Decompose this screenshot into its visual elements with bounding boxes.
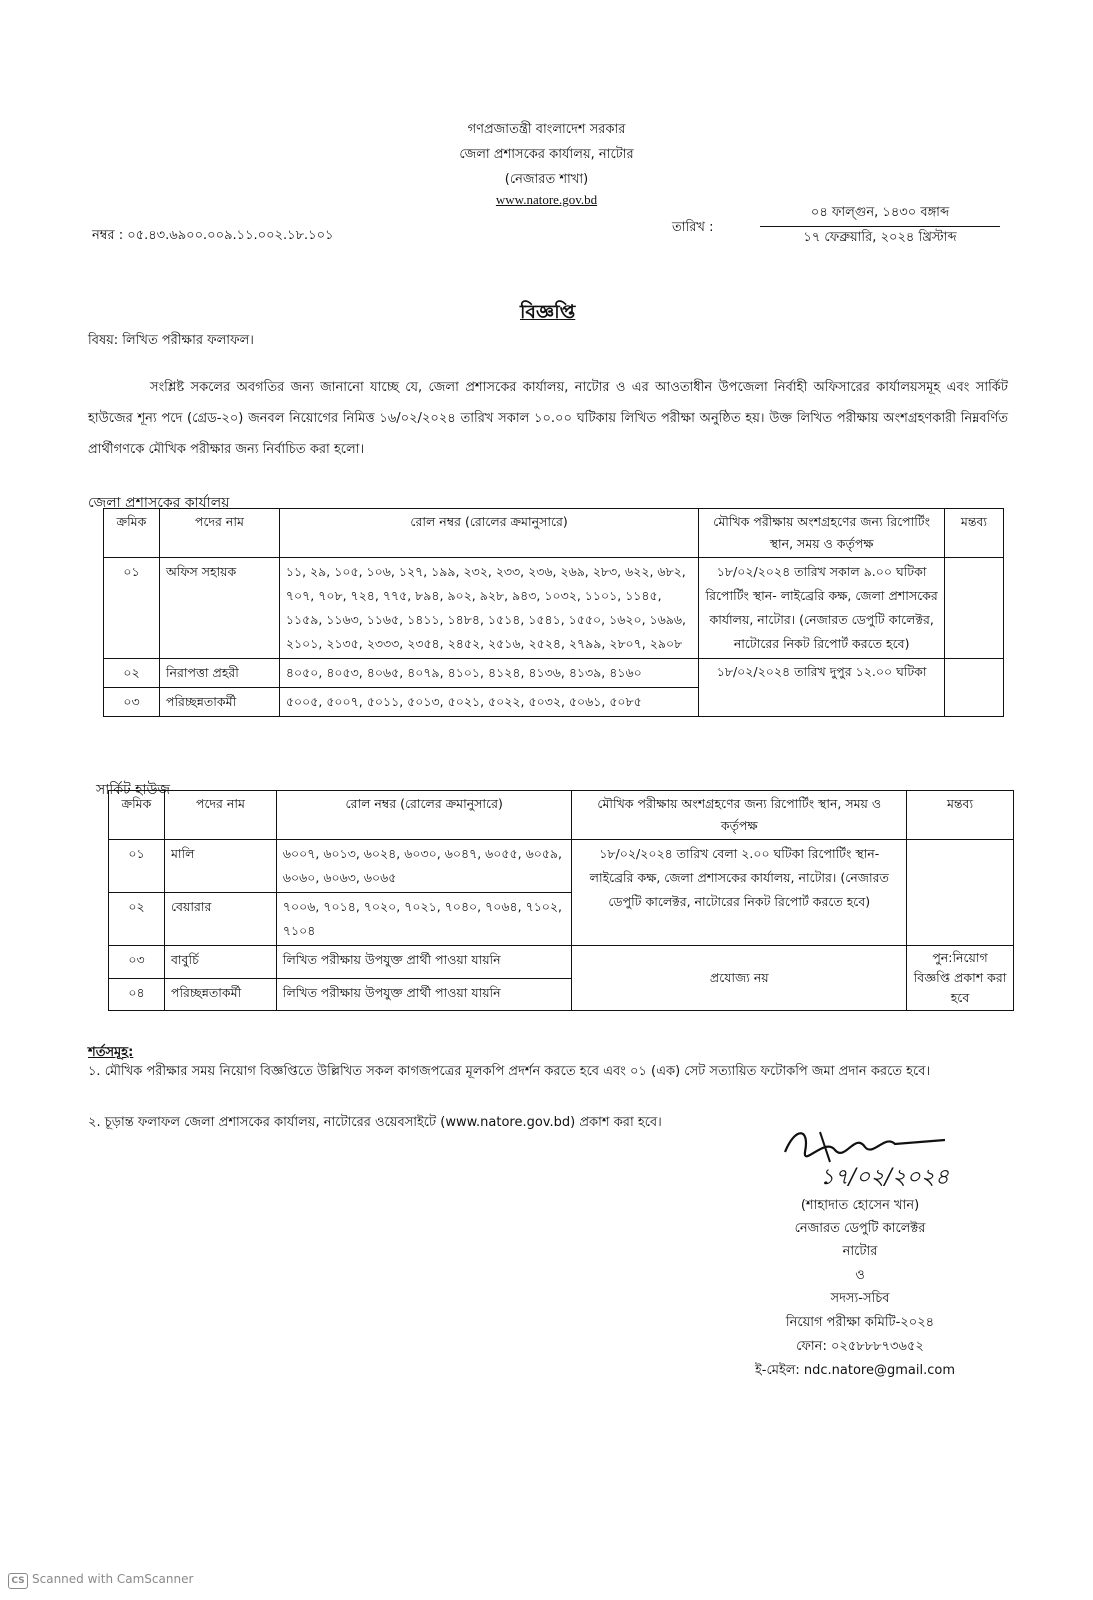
row-serial: ০২ bbox=[104, 659, 160, 688]
subject-line: বিষয়: লিখিত পরীক্ষার ফলাফল। bbox=[88, 333, 254, 348]
date-bangla: ০৪ ফাল্গুন, ১৪৩০ বঙ্গাব্দ bbox=[760, 203, 1000, 227]
conditions-heading: শর্তসমূহ: bbox=[88, 1045, 134, 1060]
row-serial: ০১ bbox=[109, 840, 165, 893]
notice-body: সংশ্লিষ্ট সকলের অবগতির জন্য জানানো যাচ্ছে যে, জেলা প্রশাসকের কার্যালয়, নাটোর ও এর আওতাধীন উপজেলা নির্বাহী অফিসারের কার্যালয়সমূহ এবং সার্কিট হাউজের শূন্য পদে (গ্রেড-২০) জনবল নিয়োগের নিমিত্ত ১৬/০২/২০২৪ তারিখ সকাল ১০.০০ ঘটিকায় লিখিত পরীক্ষা অনুষ্ঠিত হয়। উক্ত লিখিত পরীক্ষায় অংশগ্রহণকারী নিম্নবর্ণিত প্রার্থীগণকে মৌখিক পরীক্ষার জন্য নির্বাচিত করা হলো। bbox=[88, 380, 1008, 457]
row-remarks bbox=[945, 659, 1004, 717]
row-serial: ০৩ bbox=[104, 688, 160, 717]
memo-number: নম্বর : ০৫.৪৩.৬৯০০.০০৯.১১.০০২.১৮.১০১ bbox=[92, 228, 334, 243]
website-link[interactable]: www.natore.gov.bd bbox=[495, 192, 598, 207]
scanner-text: Scanned with CamScanner bbox=[32, 1572, 194, 1586]
section1-table bbox=[103, 508, 1004, 717]
row-roll: ৪০৫০, ৪০৫৩, ৪০৬৫, ৪০৭৯, ৪১০১, ৪১২৪, ৪১৩৬, ৪১৩৯, ৪১৬০ bbox=[279, 659, 698, 688]
row-post: অফিস সহায়ক bbox=[159, 558, 279, 659]
govt-name: গণপ্রজাতন্ত্রী বাংলাদেশ সরকার bbox=[467, 122, 626, 137]
page-title: বিজ্ঞপ্তি bbox=[520, 301, 576, 323]
office-name: জেলা প্রশাসকের কার্যালয়, নাটোর bbox=[459, 147, 634, 162]
signatory-name: (শাহাদাত হোসেন খান) bbox=[800, 1198, 920, 1213]
table-row bbox=[109, 946, 1014, 979]
section2-label: সার্কিট হাউজ bbox=[96, 782, 171, 798]
row-reporting: ১৮/০২/২০২৪ তারিখ বেলা ২.০০ ঘটিকা রিপোর্টিং স্থান- লাইব্রেরি কক্ষ, জেলা প্রশাসকের কার্যালয়, নাটোর। (নেজারত ডেপুটি কালেক্টর, নাটোরের নিকট রিপোর্ট করতে হবে) bbox=[572, 840, 907, 946]
table-row bbox=[104, 558, 1004, 659]
col-serial: ক্রমিক bbox=[104, 509, 160, 558]
col-remarks: মন্তব্য bbox=[945, 509, 1004, 558]
table-row bbox=[104, 659, 1004, 688]
signature-date: ১৭/০২/২০২৪ bbox=[820, 1165, 950, 1190]
row-serial: ০৪ bbox=[109, 978, 165, 1011]
row-remarks: পুন:নিয়োগ বিজ্ঞপ্তি প্রকাশ করা হবে bbox=[907, 946, 1014, 1011]
row-roll: ৬০০৭, ৬০১৩, ৬০২৪, ৬০৩০, ৬০৪৭, ৬০৫৫, ৬০৫৯, ৬০৬০, ৬০৬৩, ৬০৬৫ bbox=[276, 840, 572, 893]
col-serial: ক্রমিক bbox=[109, 791, 165, 840]
row-post: নিরাপত্তা প্রহরী bbox=[159, 659, 279, 688]
row-remarks bbox=[907, 840, 1014, 946]
row-roll: লিখিত পরীক্ষায় উপযুক্ত প্রার্থী পাওয়া যায়নি bbox=[276, 978, 572, 1011]
camscanner-icon: CS bbox=[8, 1573, 28, 1589]
col-roll: রোল নম্বর (রোলের ক্রমানুসারে) bbox=[279, 509, 698, 558]
signatory-role: সদস্য-সচিব bbox=[830, 1291, 890, 1306]
scanner-watermark bbox=[8, 1572, 193, 1589]
signatory-place: নাটোর bbox=[842, 1244, 878, 1259]
row-reporting: প্রযোজ্য নয় bbox=[572, 946, 907, 1011]
row-roll: ৭০০৬, ৭০১৪, ৭০২০, ৭০২১, ৭০৪০, ৭০৬৪, ৭১০২, ৭১০৪ bbox=[276, 893, 572, 946]
section1-label: জেলা প্রশাসকের কার্যালয় bbox=[88, 495, 230, 511]
branch-name: (নেজারত শাখা) bbox=[504, 172, 589, 187]
row-serial: ০৩ bbox=[109, 946, 165, 979]
col-post: পদের নাম bbox=[159, 509, 279, 558]
row-post: মালি bbox=[164, 840, 276, 893]
row-post: পরিচ্ছন্নতাকর্মী bbox=[159, 688, 279, 717]
col-reporting: মৌখিক পরীক্ষায় অংশগ্রহণের জন্য রিপোর্টিং স্থান, সময় ও কর্তৃপক্ষ bbox=[699, 509, 945, 558]
date-english: ১৭ ফেব্রুয়ারি, ২০২৪ খ্রিস্টাব্দ bbox=[803, 230, 957, 245]
row-reporting: ১৮/০২/২০২৪ তারিখ সকাল ৯.০০ ঘটিকা রিপোর্টিং স্থান- লাইব্রেরি কক্ষ, জেলা প্রশাসকের কার্যালয়, নাটোর। (নেজারত ডেপুটি কালেক্টর, নাটোরের নিকট রিপোর্ট করতে হবে) bbox=[699, 558, 945, 659]
row-roll: ৫০০৫, ৫০০৭, ৫০১১, ৫০১৩, ৫০২১, ৫০২২, ৫০৩২, ৫০৬১, ৫০৮৫ bbox=[279, 688, 698, 717]
col-post: পদের নাম bbox=[164, 791, 276, 840]
row-serial: ০২ bbox=[109, 893, 165, 946]
phone-number: ফোন: ০২৫৮৮৮৭৩৬৫২ bbox=[796, 1339, 924, 1354]
section2-table bbox=[108, 790, 1014, 1011]
col-reporting: মৌখিক পরীক্ষায় অংশগ্রহণের জন্য রিপোর্টিং স্থান, সময় ও কর্তৃপক্ষ bbox=[572, 791, 907, 840]
table-header-row bbox=[104, 509, 1004, 558]
date-label: তারিখ : bbox=[672, 220, 714, 235]
col-remarks: মন্তব্য bbox=[907, 791, 1014, 840]
col-roll: রোল নম্বর (রোলের ক্রমানুসারে) bbox=[276, 791, 572, 840]
table-row bbox=[109, 840, 1014, 893]
email-address: ই-মেইল: ndc.natore@gmail.com bbox=[755, 1363, 955, 1378]
signatory-designation: নেজারত ডেপুটি কালেক্টর bbox=[794, 1221, 926, 1236]
row-post: বেয়ারার bbox=[164, 893, 276, 946]
row-roll: লিখিত পরীক্ষায় উপযুক্ত প্রার্থী পাওয়া যায়নি bbox=[276, 946, 572, 979]
condition-item: ২. চূড়ান্ত ফলাফল জেলা প্রশাসকের কার্যালয়, নাটোরের ওয়েবসাইটে (www.natore.gov.bd) প্রকাশ করা হবে। bbox=[88, 1115, 662, 1130]
condition-item: ১. মৌখিক পরীক্ষার সময় নিয়োগ বিজ্ঞপ্তিতে উল্লিখিত সকল কাগজপত্রের মূলকপি প্রদর্শন করতে হবে এবং ০১ (এক) সেট সত্যায়িত ফটোকপি জমা প্রদান করতে হবে। bbox=[88, 1064, 931, 1079]
row-post: পরিচ্ছন্নতাকর্মী bbox=[164, 978, 276, 1011]
row-roll: ১১, ২৯, ১০৫, ১০৬, ১২৭, ১৯৯, ২৩২, ২৩৩, ২৩৬, ২৬৯, ২৮৩, ৬২২, ৬৮২, ৭০৭, ৭০৮, ৭২৪, ৭৭৫, ৮৯৪, ৯০২, ৯২৮, ৯৪৩, ১০৩২, ১১০১, ১১৪৫, ১১৫৯, ১১৬৩, ১১৬৫, ১৪১১, ১৪৮৪, ১৫১৪, ১৫৪১, ১৫৫০, ১৬২০, ১৬৯৬, ২১০১, ২১৩৫, ২৩৩৩, ২৩৫৪, ২৪৫২, ২৫১৬, ২৫২৪, ২৭৯৯, ২৮০৭, ২৯০৮ bbox=[279, 558, 698, 659]
row-post: বাবুর্চি bbox=[164, 946, 276, 979]
row-serial: ০১ bbox=[104, 558, 160, 659]
committee-name: নিয়োগ পরীক্ষা কমিটি-২০২৪ bbox=[785, 1315, 935, 1330]
row-reporting: ১৮/০২/২০২৪ তারিখ দুপুর ১২.০০ ঘটিকা bbox=[699, 659, 945, 717]
signatory-and: ও bbox=[855, 1268, 865, 1283]
row-remarks bbox=[945, 558, 1004, 659]
table-header-row bbox=[109, 791, 1014, 840]
